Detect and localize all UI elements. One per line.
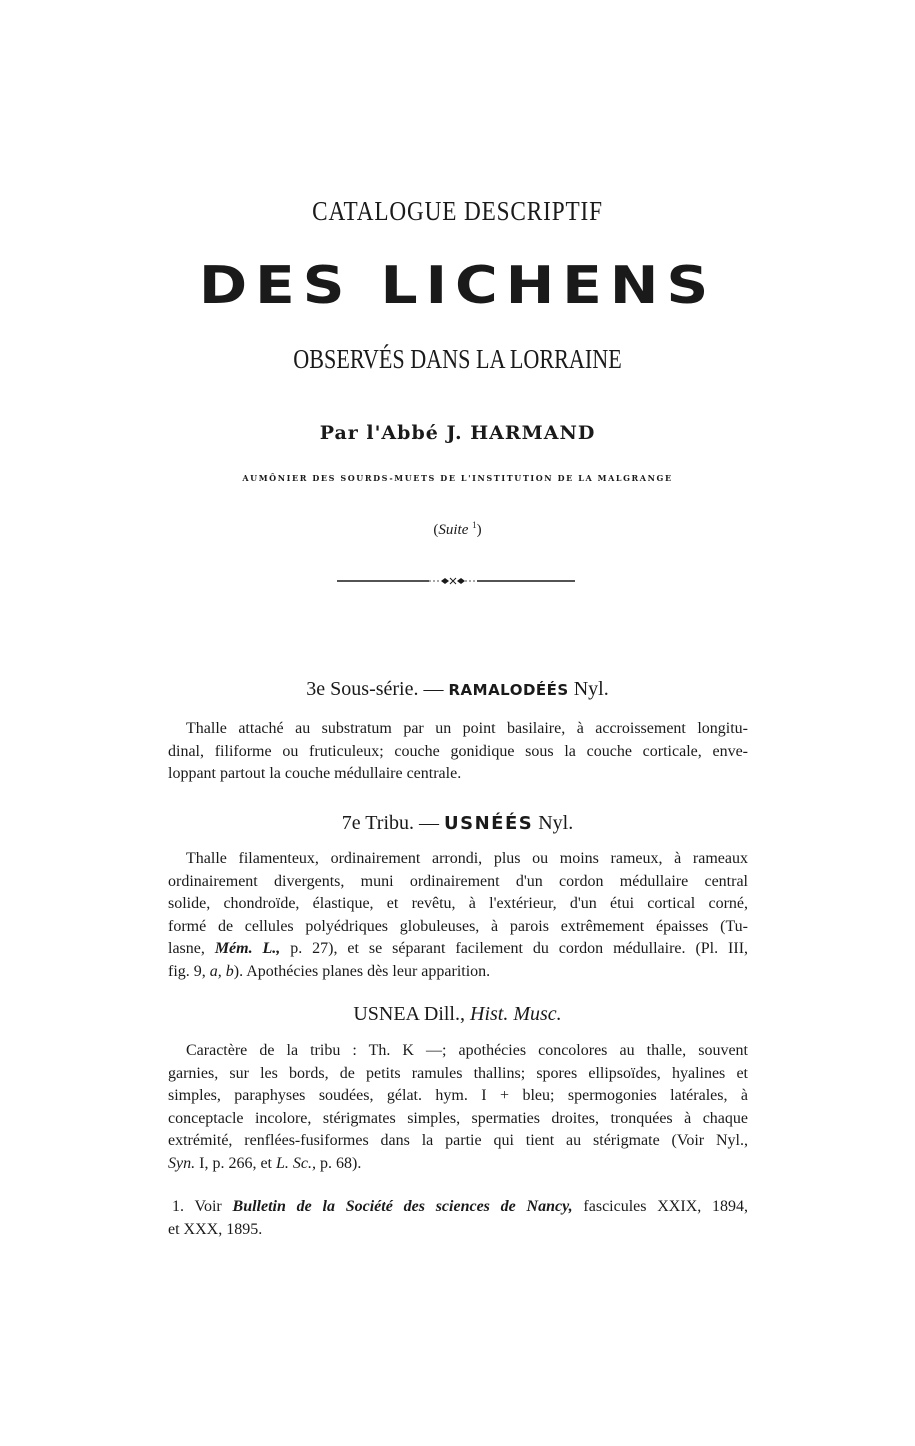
- title-line1: CATALOGUE DESCRIPTIF: [312, 196, 603, 226]
- tribu-prefix: 7e Tribu. —: [341, 812, 440, 834]
- section-heading-genus: [0, 1003, 915, 1026]
- paragraph-line: simples, paraphyses soudées, gélat. hym. I + bleu; spermogonies latérales, à: [168, 1087, 748, 1104]
- suite-word: Suite: [438, 522, 469, 538]
- footnote-line: et XXX, 1895.: [168, 1220, 263, 1238]
- paragraph-line: loppant partout la couche médullaire centrale.: [168, 765, 462, 782]
- paragraph-line: ordinairement divergents, muni ordinairement d'un cordon médullaire central: [168, 872, 748, 890]
- text-run: p. 27), et se séparant facilement du cordon médullaire. (Pl. III,: [290, 940, 749, 957]
- text-run: p. 68).: [319, 1154, 362, 1172]
- paragraph-line: [168, 938, 748, 961]
- paragraph-tribu: [168, 848, 748, 983]
- citation: L. Sc.,: [275, 1154, 316, 1172]
- paragraph-line: Thalle attaché au substratum par un point basilaire, à accroissement longitu-: [186, 720, 748, 737]
- sous-serie-author: Nyl.: [573, 678, 609, 700]
- author-line: Par l'Abbé J. HARMAND: [319, 422, 596, 444]
- text-run: fig. 9,: [168, 962, 206, 980]
- tribu-author: Nyl.: [538, 812, 574, 834]
- section-heading-tribu: [0, 812, 915, 835]
- citation: Mém. L.,: [214, 940, 281, 957]
- author-role: AUMÔNIER DES SOURDS-MUETS DE L'INSTITUTION DE LA MALGRANGE: [242, 473, 673, 483]
- paragraph-line: [168, 1153, 748, 1176]
- footnote-citation: Bulletin de la Société des sciences de Nancy,: [232, 1198, 573, 1215]
- paragraph-line: garnies, sur les bords, de petits ramules thallins; spores ellipsoïdes, hyalines et: [168, 1064, 748, 1082]
- sous-serie-name: RAMALODÉÉS: [448, 681, 569, 699]
- paragraph-line: dinal, filiforme ou fruticuleux; couche gonidique sous la couche corticale, enve-: [168, 742, 748, 760]
- footnote-number: 1. Voir: [172, 1198, 222, 1215]
- paragraph-line: formé de cellules polyédriques globuleuses, à parois extrêmement épaisses (Tu-: [168, 917, 748, 935]
- sous-serie-prefix: 3e Sous-série. —: [306, 678, 444, 700]
- suite-note: (Suite $^1$): [433, 520, 482, 538]
- ornament-divider-icon: [337, 577, 575, 585]
- text-run: lasne,: [168, 940, 205, 957]
- text-run: ). Apothécies planes dès leur apparition.: [233, 962, 491, 980]
- paragraph-line: extrémité, renflées-fusiformes dans la partie qui tient au stérigmate (Voir Nyl.,: [168, 1132, 748, 1149]
- footnote-rest: fascicules XXIX, 1894,: [583, 1198, 749, 1215]
- genus-ref: Hist. Musc.: [470, 1003, 562, 1025]
- tribu-name: USNÉÉS: [444, 813, 534, 834]
- text-run: I, p. 266, et: [199, 1154, 272, 1172]
- title-subtitle: OBSERVÉS DANS LA LORRAINE: [293, 344, 622, 374]
- paragraph-genus: [168, 1040, 748, 1175]
- paragraph-line: Thalle filamenteux, ordinairement arrondi, plus ou moins rameux, à rameaux: [186, 850, 748, 867]
- footnote-line: [168, 1196, 748, 1219]
- footnote: [168, 1196, 748, 1241]
- figure-ref: a, b: [209, 962, 234, 980]
- genus-name: USNEA Dill.,: [353, 1003, 465, 1025]
- footnote-marker: 1: [472, 520, 477, 530]
- paragraph-line: conceptacle incolore, stérigmates simples, spermaties droites, tronquées à chaque: [168, 1109, 748, 1127]
- section-heading-sous-serie: [0, 678, 915, 701]
- paragraph-sous-serie: [168, 718, 748, 786]
- paragraph-line: Caractère de la tribu : Th. K —; apothécies concolores au thalle, souvent: [186, 1042, 748, 1059]
- title-main: DES LICHENS: [198, 256, 717, 316]
- paragraph-line: [168, 961, 748, 984]
- citation: Syn.: [168, 1154, 196, 1172]
- paragraph-line: solide, chondroïde, élastique, et revêtu, à l'extérieur, d'un étui cortical corné,: [168, 895, 748, 912]
